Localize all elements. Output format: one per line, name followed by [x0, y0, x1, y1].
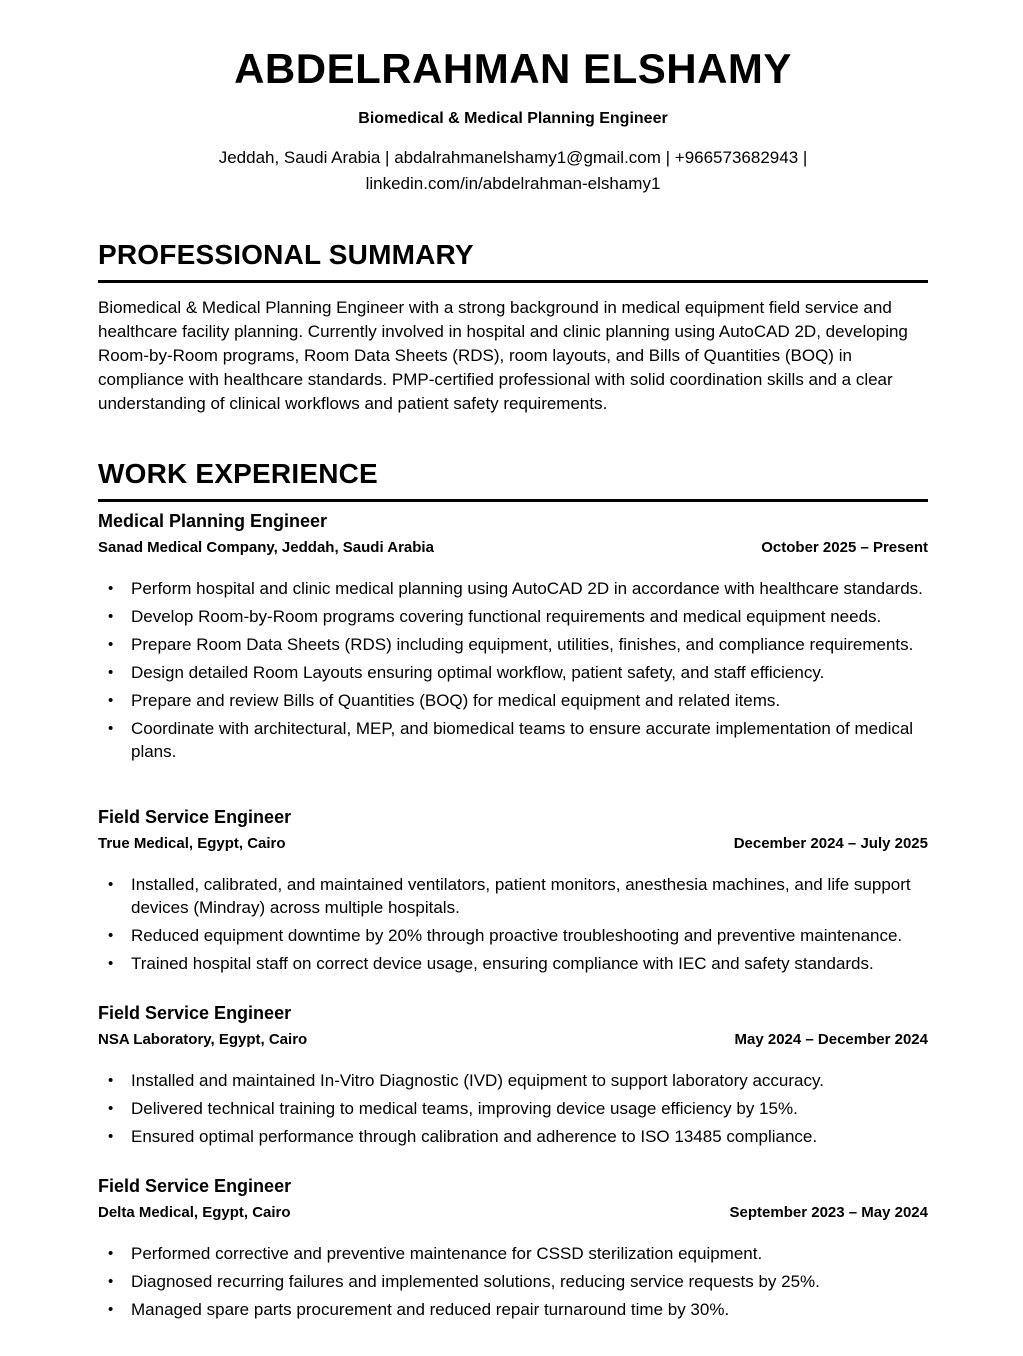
- job-company: NSA Laboratory, Egypt, Cairo: [98, 1031, 308, 1049]
- job-bullet-list: [98, 1069, 928, 1148]
- job-bullet: • Managed spare parts procurement and reduced repair turnaround time by 30%.: [131, 1298, 928, 1321]
- job-company: True Medical, Egypt, Cairo: [98, 835, 286, 853]
- job-bullet-list: [98, 1242, 928, 1321]
- job-meta: [98, 835, 928, 852]
- contact-line-1: Jeddah, Saudi Arabia | abdalrahmanelshamy1@gmail.com | +966573682943 |: [218, 148, 808, 168]
- professional-summary-section: [98, 239, 928, 416]
- job-bullet: • Develop Room-by-Room programs covering functional requirements and medical equipment needs.: [131, 605, 928, 628]
- job-bullet: • Design detailed Room Layouts ensuring optimal workflow, patient safety, and staff efficiency.: [131, 661, 928, 684]
- job-meta: [98, 1031, 928, 1048]
- job-bullet-list: [98, 577, 928, 763]
- job-dates: September 2023 – May 2024: [729, 1204, 928, 1222]
- job-bullet: • Perform hospital and clinic medical planning using AutoCAD 2D in accordance with healthcare standards.: [131, 577, 928, 600]
- job-company: Sanad Medical Company, Jeddah, Saudi Arabia: [98, 539, 434, 557]
- job-bullet: • Ensured optimal performance through calibration and adherence to ISO 13485 compliance.: [131, 1125, 928, 1148]
- job-bullet: • Trained hospital staff on correct device usage, ensuring compliance with IEC and safety standards.: [131, 952, 928, 975]
- job-meta: [98, 539, 928, 556]
- resume-header: [98, 46, 928, 197]
- job-bullet: • Reduced equipment downtime by 20% through proactive troubleshooting and preventive maintenance.: [131, 924, 928, 947]
- work-experience-section: [98, 458, 928, 1321]
- candidate-name: ABDELRAHMAN ELSHAMY: [234, 45, 792, 92]
- job-company: Delta Medical, Egypt, Cairo: [98, 1204, 291, 1222]
- job-bullet: • Installed and maintained In-Vitro Diagnostic (IVD) equipment to support laboratory accuracy.: [131, 1069, 928, 1092]
- job-bullet: • Coordinate with architectural, MEP, and biomedical teams to ensure accurate implementation of medical plans.: [131, 717, 928, 763]
- job-entry-field-service-delta-medical: [98, 1176, 928, 1321]
- summary-text: Biomedical & Medical Planning Engineer with a strong background in medical equipment field service and healthcare facility planning. Currently involved in hospital and clinic planning using AutoCAD 2D, developing Room-by-Room programs, Room Data Sheets (RDS), room layouts, and Bills of Quantities (BOQ) in compliance with healthcare standards. PMP-certified professional with solid coordination skills and a clear understanding of clinical workflows and patient safety requirements.: [98, 298, 908, 414]
- job-bullet: • Installed, calibrated, and maintained ventilators, patient monitors, anesthesia machines, and life support devices (Mindray) across multiple hospitals.: [131, 873, 928, 919]
- contact-line-2: linkedin.com/in/abdelrahman-elshamy1: [365, 174, 661, 194]
- summary-heading: PROFESSIONAL SUMMARY: [98, 239, 928, 283]
- job-title: Field Service Engineer: [98, 1176, 292, 1197]
- job-title: Medical Planning Engineer: [98, 511, 328, 532]
- job-bullet: • Delivered technical training to medical teams, improving device usage efficiency by 15%.: [131, 1097, 928, 1120]
- job-dates: May 2024 – December 2024: [734, 1031, 928, 1049]
- job-entry-field-service-true-medical: [98, 807, 928, 975]
- job-bullet: • Diagnosed recurring failures and implemented solutions, reducing service requests by 25%.: [131, 1270, 928, 1293]
- job-dates: October 2025 – Present: [761, 539, 928, 557]
- job-bullet: • Performed corrective and preventive maintenance for CSSD sterilization equipment.: [131, 1242, 928, 1265]
- job-entry-medical-planning-engineer: [98, 511, 928, 763]
- job-bullet-list: [98, 873, 928, 975]
- job-title: Field Service Engineer: [98, 1003, 292, 1024]
- job-title: Field Service Engineer: [98, 807, 292, 828]
- contact-info: [98, 145, 928, 197]
- job-dates: December 2024 – July 2025: [733, 835, 928, 853]
- job-bullet: • Prepare and review Bills of Quantities (BOQ) for medical equipment and related items.: [131, 689, 928, 712]
- job-bullet: • Prepare Room Data Sheets (RDS) including equipment, utilities, finishes, and compliance requirements.: [131, 633, 928, 656]
- job-meta: [98, 1204, 928, 1221]
- experience-heading: WORK EXPERIENCE: [98, 458, 928, 502]
- job-entry-field-service-nsa-laboratory: [98, 1003, 928, 1148]
- candidate-job-title: Biomedical & Medical Planning Engineer: [358, 110, 668, 128]
